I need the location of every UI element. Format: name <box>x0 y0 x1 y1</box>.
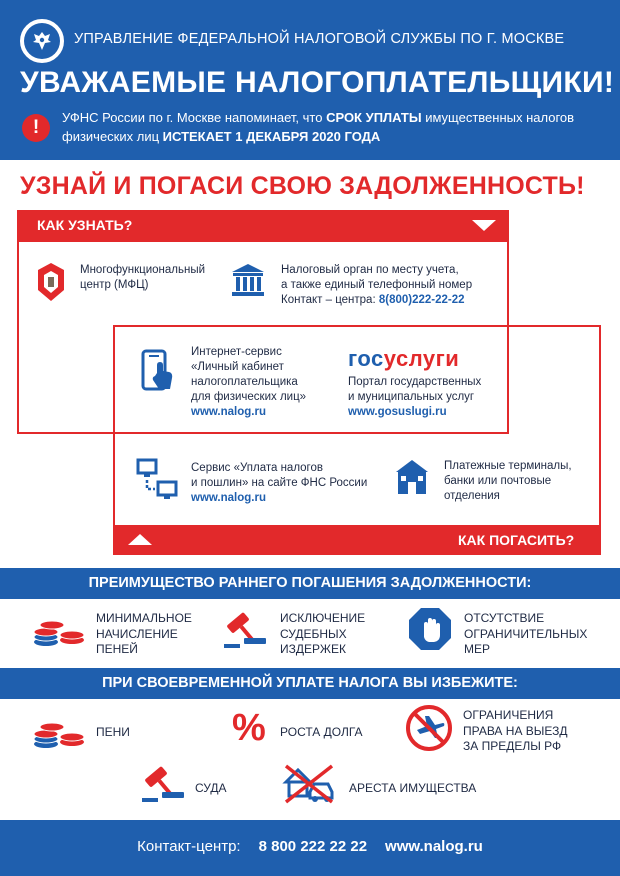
terminals-text: Платежные терминалы, банки или почтовые отделения <box>444 460 572 502</box>
avoid-property-arrest: АРЕСТА ИМУЩЕСТВА <box>349 781 477 795</box>
how-to-pay-label: КАК ПОГАСИТЬ? <box>458 532 575 548</box>
no-travel-icon <box>405 704 453 752</box>
contact-phone-link[interactable]: 8(800)222-22-22 <box>378 294 465 306</box>
gosuslugi-text: Портал государственных и муниципальных услуг www.gosuslugi.ru <box>348 376 482 418</box>
coins-penalty-icon <box>32 716 86 750</box>
government-building-icon <box>230 262 266 298</box>
property-arrest-icon <box>282 762 338 804</box>
footer-contacts <box>0 838 620 855</box>
triangle-down-icon <box>472 220 496 231</box>
how-to-know-label: КАК УЗНАТЬ? <box>37 217 133 233</box>
eagle-emblem-icon <box>30 29 54 53</box>
advantage-no-restrictions: ОТСУТСТВИЕ ОГРАНИЧИТЕЛЬНЫХ МЕР <box>464 611 588 656</box>
gosuslugi-logo: госуслуги <box>348 346 460 371</box>
footer-phone-link[interactable]: 8 800 222 22 22 <box>258 838 368 855</box>
bank-office-icon <box>392 458 432 498</box>
pay-service-text: Сервис «Уплата налогов и пошлин» на сайте ФНС России www.nalog.ru <box>191 462 368 504</box>
nalog-cabinet-link[interactable]: www.nalog.ru <box>191 406 266 418</box>
advantage-no-court-costs: ИСКЛЮЧЕНИЕ СУДЕБНЫХ ИЗДЕРЖЕК <box>280 611 366 656</box>
smartphone-touch-icon <box>139 349 179 397</box>
tax-office-text: Налоговый орган по месту учета, а также единый телефонный номер Контакт – центра: 8(800)222-22-22 <box>281 264 473 306</box>
gosuslugi-link[interactable]: www.gosuslugi.ru <box>348 406 447 418</box>
footer-contact-label: Контакт-центр: <box>137 838 241 855</box>
avoid-court: СУДА <box>195 781 227 795</box>
call-to-action-headline: УЗНАЙ И ПОГАСИ СВОЮ ЗАДОЛЖЕННОСТЬ! <box>20 172 585 200</box>
gavel-icon <box>222 610 268 650</box>
mfc-logo-icon <box>36 262 66 302</box>
org-name: УПРАВЛЕНИЕ ФЕДЕРАЛЬНОЙ НАЛОГОВОЙ СЛУЖБЫ ПО Г. МОСКВЕ <box>74 31 565 47</box>
alert-icon: ! <box>22 114 50 142</box>
nalog-pay-link[interactable]: www.nalog.ru <box>191 492 266 504</box>
triangle-up-icon <box>128 534 152 545</box>
avoid-title: ПРИ СВОЕВРЕМЕННОЙ УПЛАТЕ НАЛОГА ВЫ ИЗБЕЖИТЕ: <box>0 668 620 699</box>
coins-icon <box>32 614 86 648</box>
avoid-penalty: ПЕНИ <box>96 725 130 739</box>
court-gavel-icon <box>140 764 186 804</box>
footer-site-link[interactable]: www.nalog.ru <box>385 838 483 855</box>
advantage-min-penalty: МИНИМАЛЬНОЕ НАЧИСЛЕНИЕ ПЕНЕЙ <box>96 611 192 656</box>
percent-icon: % <box>232 707 266 749</box>
computer-network-icon <box>136 458 180 502</box>
mfc-text: Многофункциональный центр (МФЦ) <box>80 264 206 291</box>
page-title: УВАЖАЕМЫЕ НАЛОГОПЛАТЕЛЬЩИКИ! <box>20 66 615 99</box>
personal-cabinet-text: Интернет-сервис «Личный кабинет налогоплательщика для физических лиц» www.nalog.ru <box>191 346 307 418</box>
advantages-title: ПРЕИМУЩЕСТВО РАННЕГО ПОГАШЕНИЯ ЗАДОЛЖЕННОСТИ: <box>0 568 620 599</box>
fns-emblem-logo <box>20 19 64 63</box>
avoid-debt-growth: РОСТА ДОЛГА <box>280 725 363 739</box>
avoid-travel-ban: ОГРАНИЧЕНИЯ ПРАВА НА ВЫЕЗД ЗА ПРЕДЕЛЫ РФ <box>463 708 568 753</box>
deadline-reminder: УФНС России по г. Москве напоминает, что СРОК УПЛАТЫ имущественных налогов физических лиц ИСТЕКАЕТ 1 ДЕКАБРЯ 2020 ГОДА <box>62 110 575 144</box>
stop-hand-icon <box>408 607 452 651</box>
